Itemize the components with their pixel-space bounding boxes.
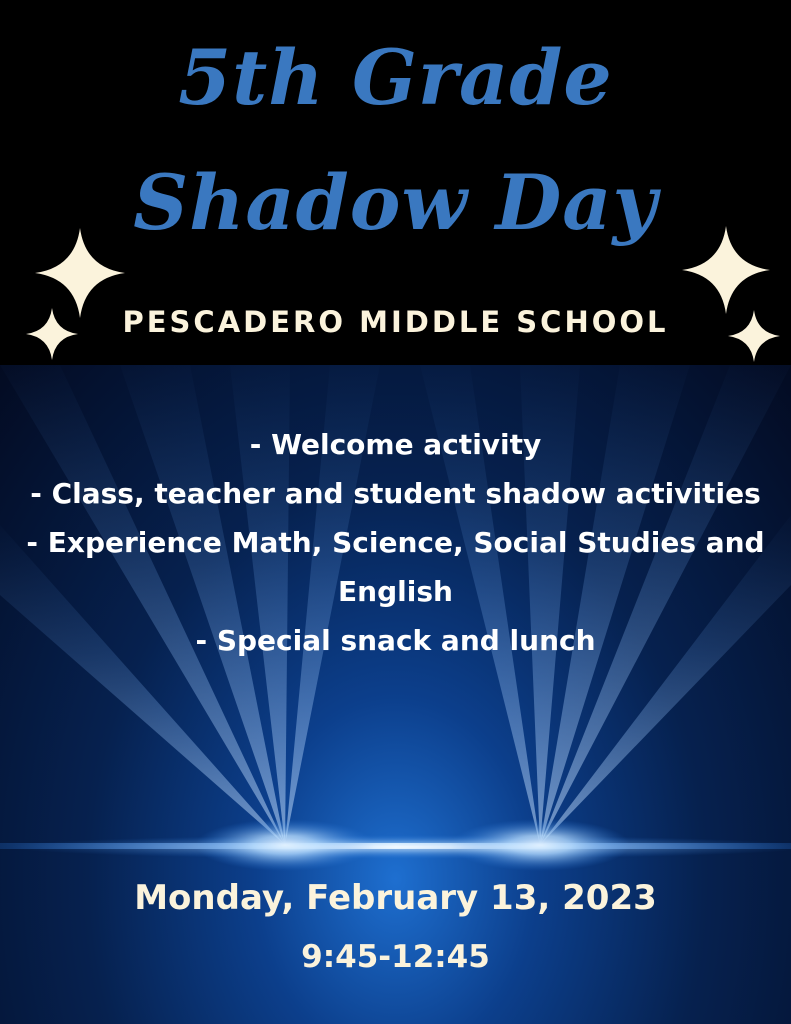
event-time: 9:45-12:45 [301, 939, 490, 975]
list-item: - Special snack and lunch [195, 624, 596, 657]
list-item: - Welcome activity [249, 428, 542, 461]
four-point-star-icon [682, 226, 770, 314]
list-item: - Experience Math, Science, Social Studies and English [26, 526, 765, 608]
title-line-1: 5th Grade [178, 33, 613, 122]
school-name: PESCADERO MIDDLE SCHOOL [122, 305, 669, 339]
activity-list [0, 420, 791, 665]
list-item: - Class, teacher and student shadow activities [30, 477, 761, 510]
title-line-2: Shadow Day [133, 158, 658, 247]
four-point-star-icon [35, 228, 125, 318]
event-date: Monday, February 13, 2023 [134, 878, 657, 918]
